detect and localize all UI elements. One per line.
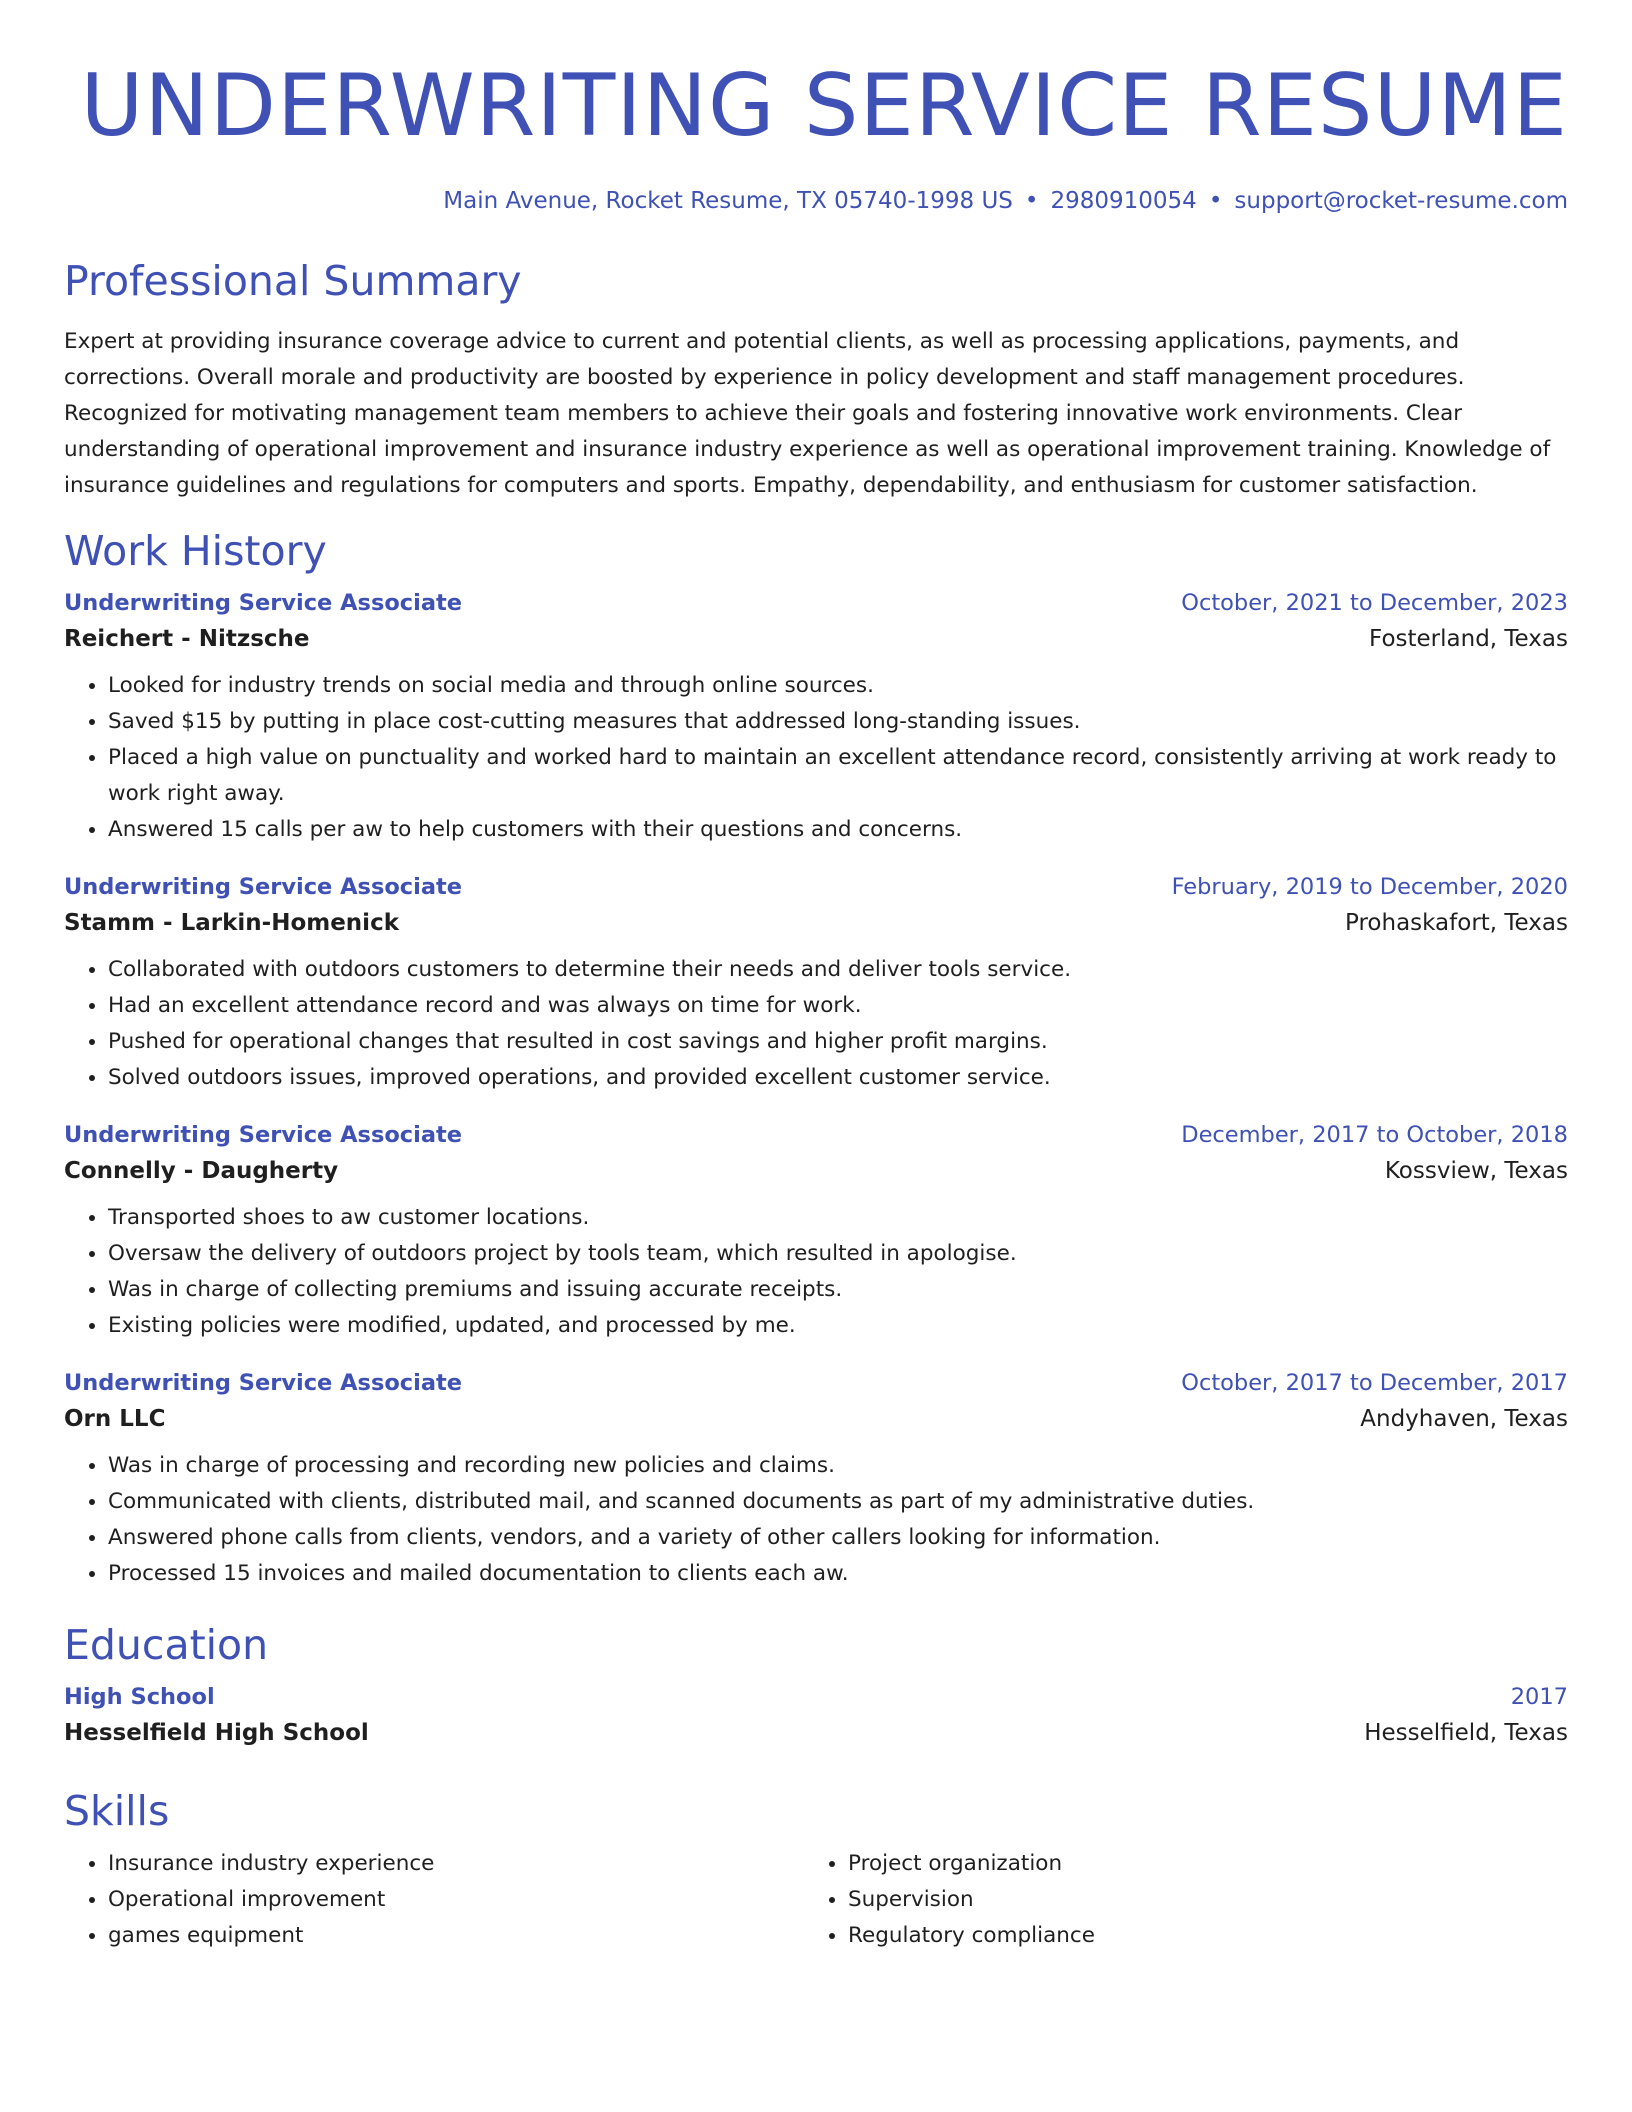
- job-dates: February, 2019 to December, 2020: [1171, 874, 1568, 900]
- work-history-section: [64, 526, 1568, 1592]
- education-location: Hesselfield, Texas: [1364, 1720, 1568, 1746]
- job-dates: October, 2017 to December, 2017: [1181, 1370, 1568, 1396]
- job-entry: [64, 870, 1568, 1096]
- contact-email[interactable]: support@rocket-resume.com: [1234, 188, 1568, 214]
- education-year: 2017: [1510, 1684, 1568, 1710]
- job-bullet-list: [64, 1448, 1568, 1592]
- job-entry: [64, 1366, 1568, 1592]
- job-company: Reichert - Nitzsche: [64, 626, 310, 652]
- education-degree: High School: [64, 1684, 215, 1710]
- job-location: Andyhaven, Texas: [1360, 1406, 1568, 1432]
- skills-heading: Skills: [64, 1787, 170, 1835]
- education-section: [64, 1620, 1568, 1752]
- job-company: Connelly - Daugherty: [64, 1158, 339, 1184]
- contact-address: Main Avenue, Rocket Resume, TX 05740-1998 US: [443, 188, 1013, 214]
- job-bullet: • Looked for industry trends on social media and through online sources.: [108, 668, 1568, 704]
- job-company: Orn LLC: [64, 1406, 166, 1432]
- job-bullet: • Existing policies were modified, updated, and processed by me.: [108, 1308, 1568, 1344]
- job-bullet: • Processed 15 invoices and mailed documentation to clients each aw.: [108, 1556, 1568, 1592]
- job-bullet: • Was in charge of collecting premiums and issuing accurate receipts.: [108, 1272, 1568, 1308]
- job-dates: December, 2017 to October, 2018: [1181, 1122, 1568, 1148]
- job-title: Underwriting Service Associate: [64, 1122, 463, 1148]
- skill-item: • Insurance industry experience: [108, 1846, 804, 1882]
- job-company: Stamm - Larkin-Homenick: [64, 910, 399, 936]
- job-bullet: • Saved $15 by putting in place cost-cutting measures that addressed long-standing issues.: [108, 704, 1568, 740]
- job-bullet: • Collaborated with outdoors customers to determine their needs and deliver tools service.: [108, 952, 1568, 988]
- skills-section: [64, 1786, 1568, 1954]
- skill-item: • Operational improvement: [108, 1882, 804, 1918]
- summary-section: [64, 256, 1568, 504]
- education-entry: [64, 1680, 1568, 1752]
- job-location: Kossview, Texas: [1384, 1158, 1568, 1184]
- job-bullet: • Transported shoes to aw customer locations.: [108, 1200, 1568, 1236]
- skill-item: • Supervision: [848, 1882, 1544, 1918]
- skills-list-left: [64, 1846, 804, 1954]
- job-bullet: • Had an excellent attendance record and was always on time for work.: [108, 988, 1568, 1024]
- education-school: Hesselfield High School: [64, 1720, 369, 1746]
- job-bullet: • Answered phone calls from clients, vendors, and a variety of other callers looking for information.: [108, 1520, 1568, 1556]
- job-dates: October, 2021 to December, 2023: [1181, 590, 1568, 616]
- job-title: Underwriting Service Associate: [64, 590, 463, 616]
- summary-heading: Professional Summary: [64, 257, 522, 305]
- job-bullet-list: [64, 952, 1568, 1096]
- job-title: Underwriting Service Associate: [64, 874, 463, 900]
- job-bullet: • Oversaw the delivery of outdoors project by tools team, which resulted in apologise.: [108, 1236, 1568, 1272]
- job-entry: [64, 586, 1568, 848]
- job-bullet: • Placed a high value on punctuality and worked hard to maintain an excellent attendance record, consistently arriving at work ready to work right away.: [108, 740, 1568, 812]
- contact-line: [64, 186, 1568, 216]
- resume-title: UNDERWRITING SERVICE RESUME: [80, 56, 1568, 156]
- work-history-heading: Work History: [64, 527, 327, 575]
- job-location: Prohaskafort, Texas: [1345, 910, 1568, 936]
- skill-item: • games equipment: [108, 1918, 804, 1954]
- skills-columns: [64, 1846, 1568, 1954]
- job-location: Fosterland, Texas: [1369, 626, 1568, 652]
- job-entry: [64, 1118, 1568, 1344]
- education-heading: Education: [64, 1621, 269, 1669]
- job-bullet: • Answered 15 calls per aw to help customers with their questions and concerns.: [108, 812, 1568, 848]
- job-bullet-list: [64, 668, 1568, 848]
- contact-separator: •: [1208, 188, 1223, 214]
- contact-phone: 2980910054: [1050, 188, 1197, 214]
- summary-text: Expert at providing insurance coverage advice to current and potential clients, as well as processing applications, payments, and corrections. Overall morale and productivity are boosted by experience in policy development and staff management procedures. Recognized for motivating management team members to achieve their goals and fostering innovative work environments. Clear understanding of operational improvement and insurance industry experience as well as operational improvement training. Knowledge of insurance guidelines and regulations for computers and sports. Empathy, dependability, and enthusiasm for customer satisfaction.: [64, 329, 1551, 498]
- skill-item: • Project organization: [848, 1846, 1544, 1882]
- skill-item: • Regulatory compliance: [848, 1918, 1544, 1954]
- job-bullet: • Pushed for operational changes that resulted in cost savings and higher profit margins.: [108, 1024, 1568, 1060]
- resume-header: [64, 56, 1568, 216]
- job-bullet-list: [64, 1200, 1568, 1344]
- skills-list-right: [804, 1846, 1544, 1954]
- job-title: Underwriting Service Associate: [64, 1370, 463, 1396]
- job-bullet: • Solved outdoors issues, improved operations, and provided excellent customer service.: [108, 1060, 1568, 1096]
- job-bullet: • Was in charge of processing and recording new policies and claims.: [108, 1448, 1568, 1484]
- job-bullet: • Communicated with clients, distributed mail, and scanned documents as part of my administrative duties.: [108, 1484, 1568, 1520]
- contact-separator: •: [1024, 188, 1039, 214]
